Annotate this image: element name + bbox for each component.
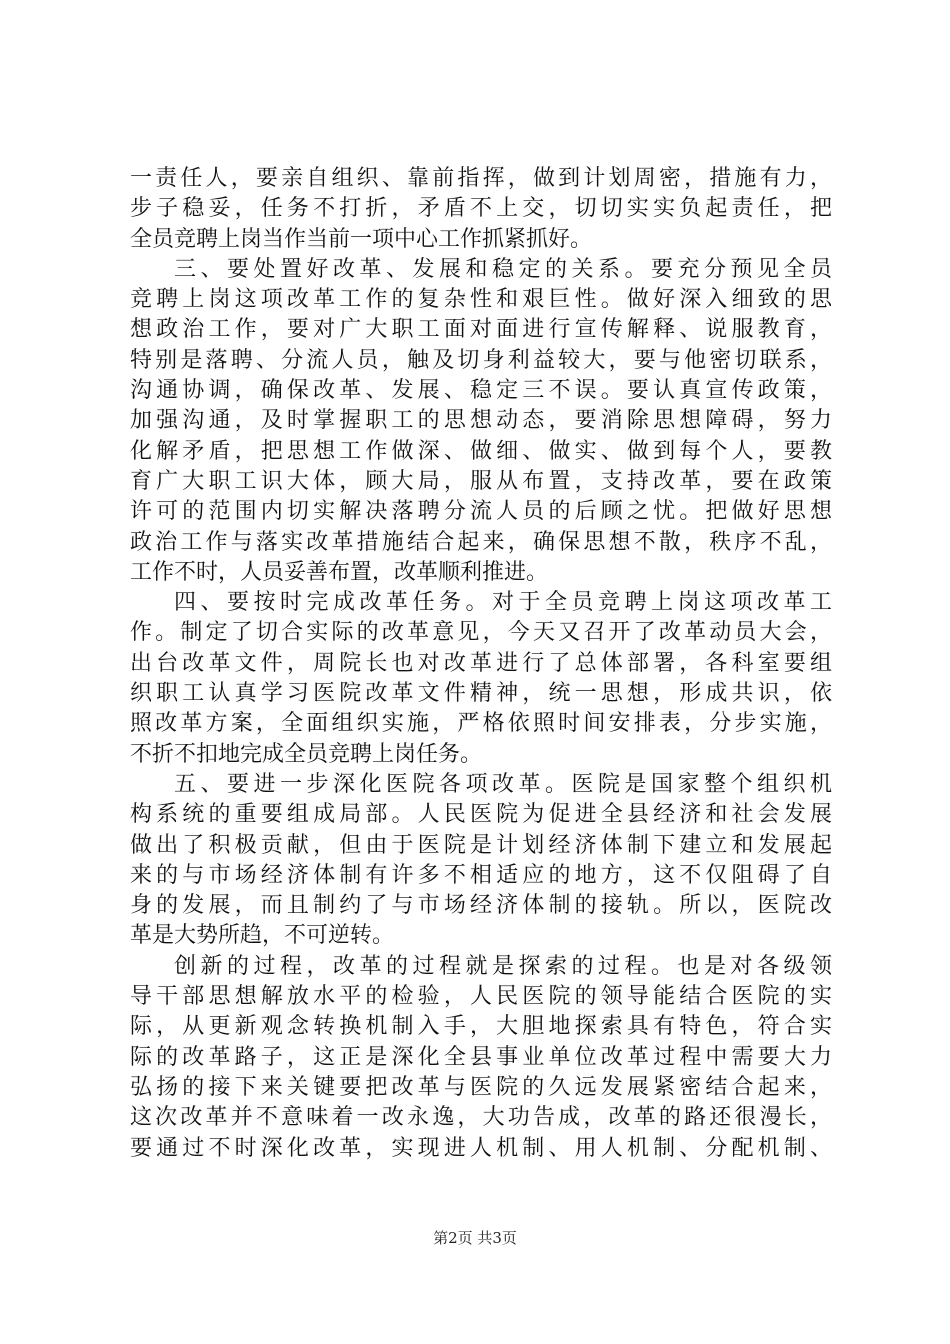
text-line: 来的与市场经济体制有许多不相适应的地方，这不仅阻碍了自 xyxy=(130,862,832,888)
text-line: 作。制定了切合实际的改革意见，今天又召开了改革动员大会， xyxy=(130,620,832,646)
text-line: 四、要按时完成改革任务。对于全员竞聘上岗这项改革工 xyxy=(174,590,832,616)
page-footer: 第2页 共3页 xyxy=(433,1229,517,1247)
text-line: 做出了积极贡献，但由于医院是计划经济体制下建立和发展起 xyxy=(130,832,832,858)
text-line: 特别是落聘、分流人员，触及切身利益较大，要与他密切联系， xyxy=(130,347,832,373)
text-line: 化解矛盾，把思想工作做深、做细、做实、做到每个人，要教 xyxy=(130,438,832,464)
text-line: 育广大职工识大体，顾大局，服从布置，支持改革，要在政策 xyxy=(130,468,832,494)
text-line: 出台改革文件，周院长也对改革进行了总体部署，各科室要组 xyxy=(130,650,832,676)
text-line: 身的发展，而且制约了与市场经济体制的接轨。所以，医院改 xyxy=(130,893,832,919)
text-line: 要通过不时深化改革，实现进人机制、用人机制、分配机制、 xyxy=(130,1135,832,1161)
text-line: 许可的范围内切实解决落聘分流人员的后顾之忧。把做好思想 xyxy=(130,499,832,525)
text-line: 加强沟通，及时掌握职工的思想动态，要消除思想障碍，努力 xyxy=(130,408,832,434)
text-line: 这次改革并不意味着一改永逸，大功告成，改革的路还很漫长， xyxy=(130,1105,832,1131)
text-line: 竞聘上岗这项改革工作的复杂性和艰巨性。做好深入细致的思 xyxy=(130,287,832,313)
text-line: 全员竞聘上岗当作当前一项中心工作抓紧抓好。 xyxy=(130,226,593,252)
text-line: 想政治工作，要对广大职工面对面进行宣传解释、说服教育， xyxy=(130,317,832,343)
text-line: 不折不扣地完成全员竞聘上岗任务。 xyxy=(130,741,483,767)
text-line: 照改革方案，全面组织实施，严格依照时间安排表，分步实施， xyxy=(130,711,832,737)
text-line: 五、要进一步深化医院各项改革。医院是国家整个组织机 xyxy=(174,771,832,797)
text-line: 三、要处置好改革、发展和稳定的关系。要充分预见全员 xyxy=(174,256,832,282)
text-line: 政治工作与落实改革措施结合起来，确保思想不散，秩序不乱， xyxy=(130,529,832,555)
text-line: 际，从更新观念转换机制入手，大胆地探索具有特色，符合实 xyxy=(130,1014,832,1040)
text-line: 工作不时，人员妥善布置，改革顺利推进。 xyxy=(130,559,549,585)
body-text xyxy=(130,164,832,1164)
text-line: 际的改革路子，这正是深化全县事业单位改革过程中需要大力 xyxy=(130,1044,832,1070)
text-line: 织职工认真学习医院改革文件精神，统一思想，形成共识，依 xyxy=(130,681,832,707)
text-line: 一责任人，要亲自组织、靠前指挥，做到计划周密，措施有力， xyxy=(130,166,832,191)
text-line: 创新的过程，改革的过程就是探索的过程。也是对各级领 xyxy=(174,953,832,979)
text-line: 革是大势所趋，不可逆转。 xyxy=(130,923,395,949)
text-line: 构系统的重要组成局部。人民医院为促进全县经济和社会发展 xyxy=(130,802,832,828)
text-line: 步子稳妥，任务不打折，矛盾不上交，切切实实负起责任，把 xyxy=(130,196,832,222)
text-line: 弘扬的接下来关键要把改革与医院的久远发展紧密结合起来， xyxy=(130,1074,832,1100)
text-line: 沟通协调，确保改革、发展、稳定三不误。要认真宣传政策， xyxy=(130,378,832,404)
text-line: 导干部思想解放水平的检验，人民医院的领导能结合医院的实 xyxy=(130,984,832,1010)
